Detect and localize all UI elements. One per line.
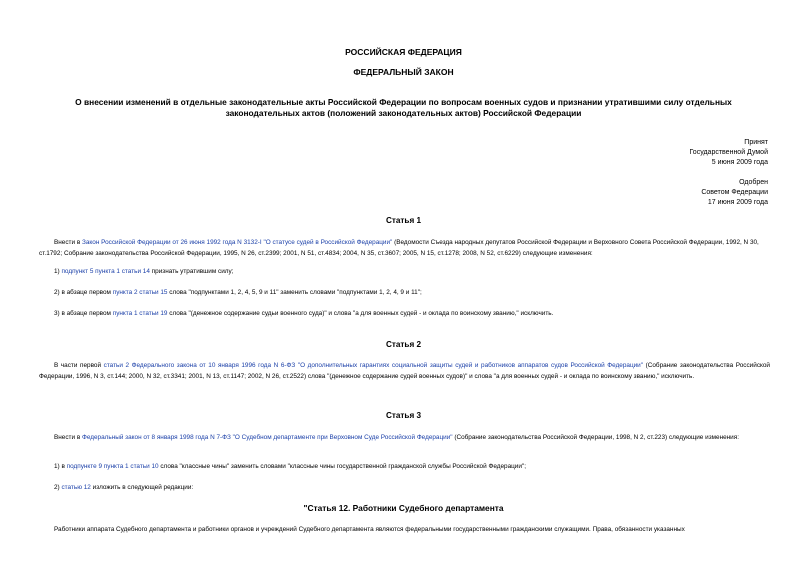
adoption-date: 5 июня 2009 года xyxy=(711,159,768,166)
article-1-intro xyxy=(39,237,770,259)
item-prefix: 3) в абзаце первом xyxy=(54,310,113,317)
item-prefix: 1) xyxy=(54,268,62,275)
article-3-item-2 xyxy=(54,484,193,491)
article-1-item-1 xyxy=(54,268,233,275)
article-1-intro-prefix: Внести в xyxy=(54,239,82,246)
article-1-item-2 xyxy=(54,289,422,296)
law-link-social-protection-guarantees[interactable]: статьи 2 Федерального закона от 10 января 1996 года N 6-ФЗ "О дополнительных гарантиях социальной защиты судей и работников аппаратов судов Российской Федерации" xyxy=(103,362,644,369)
link-point-1-article-19[interactable]: пункта 1 статьи 19 xyxy=(112,310,168,317)
approval-line-2: Советом Федерации xyxy=(701,189,768,196)
article-3-intro xyxy=(39,432,770,443)
link-point-2-article-15[interactable]: пункта 2 статьи 15 xyxy=(112,289,168,296)
article-3-heading: Статья 3 xyxy=(385,411,422,420)
law-link-judicial-department[interactable]: Федеральный закон от 8 января 1998 года N 7-ФЗ "О Судебном департаменте при Верховном Суде Российской Федерации" xyxy=(81,434,453,441)
quoted-article-12-heading: "Статья 12. Работники Судебного департамента xyxy=(303,503,504,513)
link-article-12[interactable]: статью 12 xyxy=(61,484,91,491)
approval-date: 17 июня 2009 года xyxy=(707,199,768,206)
law-title: О внесении изменений в отдельные законодательные акты Российской Федерации по вопросам военных судов и признании утратившими силу отдельных законодательных актов (положений законодательных актов) Российской Федерации xyxy=(75,97,732,118)
article-2-heading: Статья 2 xyxy=(385,340,422,349)
article-3-intro-prefix: Внести в xyxy=(54,434,82,441)
adoption-line-1: Принят xyxy=(744,139,768,146)
adoption-block xyxy=(689,138,768,168)
link-subpoint-9-point-1-article-10[interactable]: подпункте 9 пункта 1 статьи 10 xyxy=(66,463,159,470)
article-2-text xyxy=(39,360,770,382)
item-suffix: слова "классные чины" заменить словами "классные чины государственной гражданской службы Российской Федерации"; xyxy=(158,463,526,470)
item-suffix: слова "(денежное содержание судьи военного суда)" и слова "а для военных судей - и оклада по воинскому званию," исключить. xyxy=(167,310,554,317)
law-link-status-of-judges[interactable]: Закон Российской Федерации от 26 июня 1992 года N 3132-I "О статусе судей в Российской Федерации" xyxy=(81,239,393,246)
item-prefix: 2) в абзаце первом xyxy=(54,289,113,296)
item-suffix: слова "подпунктами 1, 2, 4, 5, 9 и 11" заменить словами "подпунктами 1, 2, 4, 9 и 11"; xyxy=(167,289,422,296)
article-1-heading: Статья 1 xyxy=(385,216,422,225)
article-3-item-1 xyxy=(54,463,526,470)
approval-line-1: Одобрен xyxy=(739,179,768,186)
article-2-prefix: В части первой xyxy=(54,362,104,369)
quoted-article-12-text: Работники аппарата Судебного департамента и работники органов и учреждений Судебного департамента являются федеральными государственными гражданскими служащими. Права, обязанности указанных xyxy=(54,526,685,533)
document-type-heading: ФЕДЕРАЛЬНЫЙ ЗАКОН xyxy=(353,67,454,77)
article-1-item-3 xyxy=(54,310,553,317)
article-3-intro-suffix: (Собрание законодательства Российской Федерации, 1998, N 2, ст.223) следующие изменения: xyxy=(452,434,739,441)
item-suffix: признать утратившим силу; xyxy=(149,268,234,275)
country-heading: РОССИЙСКАЯ ФЕДЕРАЦИЯ xyxy=(345,47,462,57)
approval-block xyxy=(701,178,768,208)
item-prefix: 2) xyxy=(54,484,62,491)
item-prefix: 1) в xyxy=(54,463,67,470)
link-subpoint-5-point-1-article-14[interactable]: подпункт 5 пункта 1 статьи 14 xyxy=(61,268,150,275)
article-2-suffix: (Собрание законодательства Российской Федерации, 1996, N 3, ст.144; 2000, N 32, ст.3341; 2001, N 13, ст.1147; 2002, N 26, ст.2522) слова "(денежное содержание судей военных судов)" и слова "а для военных судей - и оклада по воинскому званию," исключить. xyxy=(39,362,771,380)
item-suffix: изложить в следующей редакции: xyxy=(90,484,194,491)
article-1-intro-suffix: (Ведомости Съезда народных депутатов Российской Федерации и Верховного Совета Российской Федерации, 1992, N 30, ст.1792; Собрание законодательства Российской Федерации, 1995, N 26, ст.2399; 2001, N 51, ст.4834; 2004, N 35, ст.3607; 2005, N 15, ст.1278; 2008, N 52, ст.6229) следующие изменения: xyxy=(39,239,759,257)
adoption-line-2: Государственной Думой xyxy=(689,149,768,156)
